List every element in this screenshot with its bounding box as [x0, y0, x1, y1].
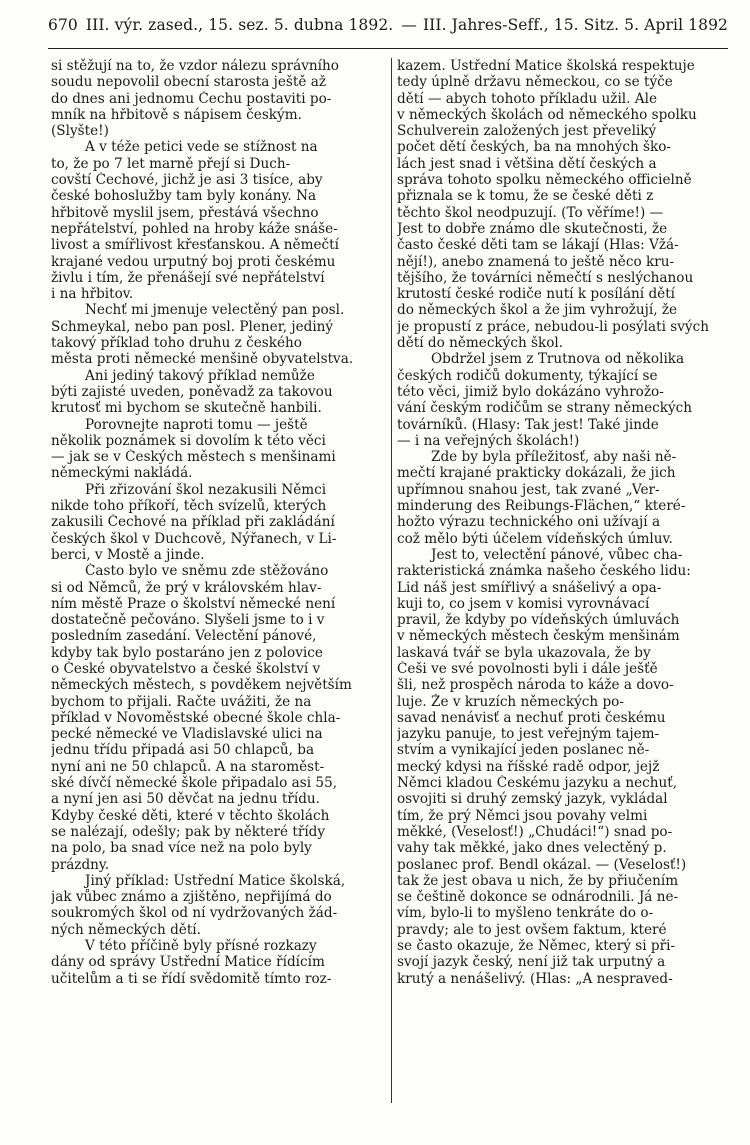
- header-right-title: III. Jahres-Seff., 15. Sitz. 5. April 1892: [422, 16, 728, 34]
- right-column-line: krutostí české rodiče nutí k posílání dětí: [397, 286, 676, 303]
- left-column-line: Kdyby české děti, které v těchto školách: [51, 807, 330, 824]
- right-column-line: laskavá tvář se byla ukazovala, že by: [397, 644, 651, 661]
- right-column-line: Němci kladou Českému jazyku a nechuť,: [397, 775, 678, 792]
- left-column-line: (Slyšte!): [51, 123, 109, 140]
- left-column-line: takový příklad toho druhu z českého: [51, 335, 302, 352]
- right-column: [397, 58, 735, 987]
- left-column-line: A v téže petici vede se stížnost na: [85, 139, 318, 156]
- left-column-line: dostatečně pečováno. Slyšeli jsme to i v: [51, 612, 325, 629]
- left-column-line: nepřátelství, pohled na hroby káže snáše-: [51, 220, 338, 237]
- right-column-line: v německých školách od německého spolku: [397, 106, 697, 123]
- right-column-line: pravdy; ale to jest ovšem faktum, které: [397, 921, 667, 938]
- header-left: [48, 16, 417, 34]
- right-column-line: savad nenávisť a nechuť proti českému: [397, 709, 666, 726]
- right-column-line: Zde by byla příležitosť, aby naši ně-: [431, 449, 677, 466]
- left-column-line: Při zřizování škol nezakusili Němci: [85, 481, 327, 498]
- right-column-line: Češi ve své povolnosti byli i dále ješťě: [397, 660, 658, 677]
- left-column-line: V této příčině byly přísné rozkazy: [85, 938, 317, 955]
- left-column-line: ných německých dětí.: [51, 921, 201, 938]
- right-column-line: upřímnou snahou jest, tak zvané „Ver-: [397, 481, 660, 498]
- left-column-line: Často bylo ve sněmu zde stěžováno: [85, 563, 329, 580]
- right-column-line: se češtině dokonce se odnárodnili. Já ne-: [397, 889, 679, 906]
- left-column-line: mník na hřbitově s nápisem českým.: [51, 106, 302, 123]
- right-column-line: těchto škol neodpuzují. (To věříme!) —: [397, 204, 664, 221]
- right-column-line: což mělo býti účelem vídeňských úmluv.: [397, 530, 673, 547]
- right-column-line: počet dětí českých, ba na mnohých ško-: [397, 139, 672, 156]
- right-column-line: do německých škol a že jim vyhrožují, že: [397, 302, 678, 319]
- left-column-line: Schmeykal, nebo pan posl. Plener, jediný: [51, 318, 334, 335]
- right-column-line: poslanec prof. Bendl okázal. — (Veselosť!): [397, 856, 687, 873]
- left-column-line: berci, v Mostě a jinde.: [51, 546, 205, 563]
- left-column-line: německými nakládá.: [51, 465, 193, 482]
- left-column-line: prázdny.: [51, 856, 110, 873]
- left-column-line: české bohoslužby tam byly konány. Na: [51, 188, 317, 205]
- left-column-line: ním městě Praze o školství německé není: [51, 595, 336, 612]
- left-column-line: učitelům a ti se řídí svědomitě tímto roz-: [51, 970, 332, 987]
- left-column-line: si od Němců, že prý v královském hlav-: [51, 579, 322, 596]
- right-column-line: pravil, že kdyby po vídeňských úmluvách: [397, 612, 680, 629]
- right-column-line: přiznala se k tomu, že se české děti z: [397, 188, 654, 205]
- right-column-line: svojí jazyk český, není již tak urputný a: [397, 954, 666, 971]
- left-column-line: nyní ani ne 50 chlapců. A na staroměst-: [51, 758, 325, 775]
- right-column-line: krutý a nenášelivý. (Hlas: „A nespraved-: [397, 970, 673, 987]
- header-left-title: III. výr. zased., 15. sez. 5. dubna 1892.: [85, 16, 394, 34]
- right-column-line: luje. Že v kruzích německých po-: [397, 693, 624, 710]
- left-column-line: covští Čechové, jichž je asi 3 tisíce, aby: [51, 172, 323, 189]
- right-column-line: je propustí z práce, nebudou-li posýlati svých: [397, 318, 709, 335]
- left-column-line: — jak se v Českých městech s menšinami: [51, 449, 336, 466]
- right-column-line: Lid náš jest smířlivý a snášelivý a opa-: [397, 579, 662, 596]
- right-column-line: tedy úplně državu německou, co se týče: [397, 74, 673, 91]
- right-column-line: Schulverein založených jest převeliký: [397, 123, 657, 140]
- right-column-line: šli, než prospěch národa to káže a dovo-: [397, 677, 674, 694]
- left-column-line: ské dívčí německé škole připadalo asi 55,: [51, 775, 338, 792]
- left-column-line: býti zajisté uveden, poněvadž za takovou: [51, 383, 333, 400]
- right-column-line: dětí — abych tohoto příkladu užil. Ale: [397, 90, 658, 107]
- left-column-line: Nechť mi jmenuje velectěný pan posl.: [85, 302, 345, 319]
- left-column-line: soudu nepovolil obecní starosta ještě až: [51, 74, 326, 91]
- page-header: [48, 16, 728, 44]
- right-column-line: Jest to dobře známo dle skutečnosti, že: [397, 220, 668, 237]
- left-column-line: krutosť mi bychom se skutečně hanbili.: [51, 400, 322, 417]
- right-column-line: vím, bylo-li to myšleno tenkráte do o-: [397, 905, 654, 922]
- right-column-line: tak že jest obava u nich, že by přiučením: [397, 872, 679, 889]
- left-column-line: posledním zasedání. Velectění pánové,: [51, 628, 317, 645]
- right-column-line: vahy tak měkké, jako dnes velectěný p.: [397, 840, 667, 857]
- left-column-line: několik poznámek si dovolím k této věci: [51, 432, 326, 449]
- left-column-line: německých městech, s povděkem největším: [51, 677, 352, 694]
- left-column-line: dány od správy Ústřední Matice řídícím: [51, 954, 325, 971]
- left-column-line: zakusili Čechové na příklad při zakládání: [51, 514, 335, 531]
- right-column-line: se často okazuje, že Němec, který si při-: [397, 938, 676, 955]
- left-column-line: o České obyvatelstvo a české školství v: [51, 660, 321, 677]
- right-column-line: továrníků. (Hlasy: Tak jest! Také jinde: [397, 416, 659, 433]
- right-column-line: kazem. Ústřední Matice školská respektuje: [397, 58, 695, 74]
- left-column-line: i na hřbitov.: [51, 286, 134, 303]
- header-separator: —: [401, 16, 417, 34]
- left-column-line: livost a smířlivost křesťanskou. A němečtí: [51, 237, 339, 254]
- left-column-line: Porovnejte naproti tomu — ještě: [85, 416, 308, 433]
- left-column-line: jak vůbec známo a zjištěno, nepřijímá do: [51, 889, 332, 906]
- left-column-line: města proti německé menšině obyvatelstva.: [51, 351, 354, 368]
- left-column-line: Jiný příklad: Ústřední Matice školská,: [85, 872, 346, 889]
- right-column-line: této věci, jimiž bylo dokázáno vyhrožo-: [397, 383, 664, 400]
- left-column-line: si stěžují na to, že vzdor nálezu správního: [51, 58, 339, 74]
- right-column-line: často české děti tam se lákají (Hlas: Vžá-: [397, 237, 679, 254]
- right-column-line: vání českým rodičům se strany německých: [397, 400, 693, 417]
- right-column-line: Obdržel jsem z Trutnova od několika: [431, 351, 685, 368]
- left-column-line: na polo, ba snad více než na polo byly: [51, 840, 312, 857]
- left-column-line: do dnes ani jednomu Čechu postaviti po-: [51, 90, 332, 107]
- left-column-line: to, že po 7 let marně přejí si Duch-: [51, 155, 291, 172]
- left-column-line: bychom to přijali. Račte uvážiti, že na: [51, 693, 312, 710]
- right-column-line: osvojiti si druhý zemský jazyk, vykládal: [397, 791, 668, 808]
- right-column-line: lách jest snad i většina dětí českých a: [397, 155, 657, 172]
- left-column-line: živlu i tím, že přenášejí své nepřátelství: [51, 269, 325, 286]
- column-divider: [391, 58, 392, 1103]
- right-column-line: minderung des Reibungs-Flächen,“ které-: [397, 498, 686, 515]
- left-column-line: pecké německé ve Vladislavské ulici na: [51, 726, 323, 743]
- right-column-line: rakteristická známka našeho českého lidu:: [397, 563, 691, 580]
- page-number: 670: [48, 16, 78, 34]
- right-column-line: tím, že prý Němci jsou povahy velmi: [397, 807, 648, 824]
- right-column-line: dětí do německých škol.: [397, 335, 564, 352]
- left-column-line: se nalézají, odešly; pak by některé třídy: [51, 823, 326, 840]
- left-column-line: Ani jediný takový příklad nemůže: [85, 367, 315, 384]
- left-column-line: kdyby tak bylo postaráno jen z polovice: [51, 644, 323, 661]
- right-column-line: správa tohoto spolku německého officielně: [397, 172, 692, 189]
- right-column-line: kuji to, co jsem v komisi vyrovnávací: [397, 595, 650, 612]
- left-column-line: jednu třídu připadá asi 50 chlapců, ba: [51, 742, 315, 759]
- right-column-line: nějí!), anebo znamená to ještě něco kru-: [397, 253, 675, 270]
- left-column-line: hřbitově myslil jsem, přestává všechno: [51, 204, 319, 221]
- left-column-line: příklad v Novoměstské obecné škole chla-: [51, 709, 341, 726]
- left-column: [51, 58, 389, 987]
- left-column-line: nikde toho příkoří, těch svízelů, kterých: [51, 498, 327, 515]
- left-column-line: krajané vedou urputný boj proti českému: [51, 253, 336, 270]
- left-column-line: českých škol v Duchcově, Nýřanech, v Li-: [51, 530, 337, 547]
- right-column-line: stvím a vynikající jeden poslanec ně-: [397, 742, 650, 759]
- right-column-line: mečtí krajané prakticky dokázali, že jich: [397, 465, 676, 482]
- right-column-line: hožto výrazu technického oni užívají a: [397, 514, 661, 531]
- right-column-line: mecký kdysi na říšské radě odpor, jejž: [397, 758, 660, 775]
- right-column-line: českých rodičů dokumenty, týkající se: [397, 367, 658, 384]
- left-column-line: a nyní jen asi 50 děvčat na jednu třídu.: [51, 791, 320, 808]
- right-column-line: v německých městech českým menšinám: [397, 628, 680, 645]
- right-column-line: — i na veřejných školách!): [397, 432, 580, 449]
- right-column-line: tějšího, že továrníci němečtí s neslýchanou: [397, 269, 694, 286]
- right-column-line: měkké, (Veselosť!) „Chudáci!“) snad po-: [397, 823, 673, 840]
- left-column-line: soukromých škol od ní vydržovaných žád-: [51, 905, 338, 922]
- header-rule: [48, 48, 728, 49]
- right-column-line: Jest to, velectění pánové, vůbec cha-: [431, 546, 683, 563]
- right-column-line: jazyku panuje, to jest veřejným tajem-: [397, 726, 660, 743]
